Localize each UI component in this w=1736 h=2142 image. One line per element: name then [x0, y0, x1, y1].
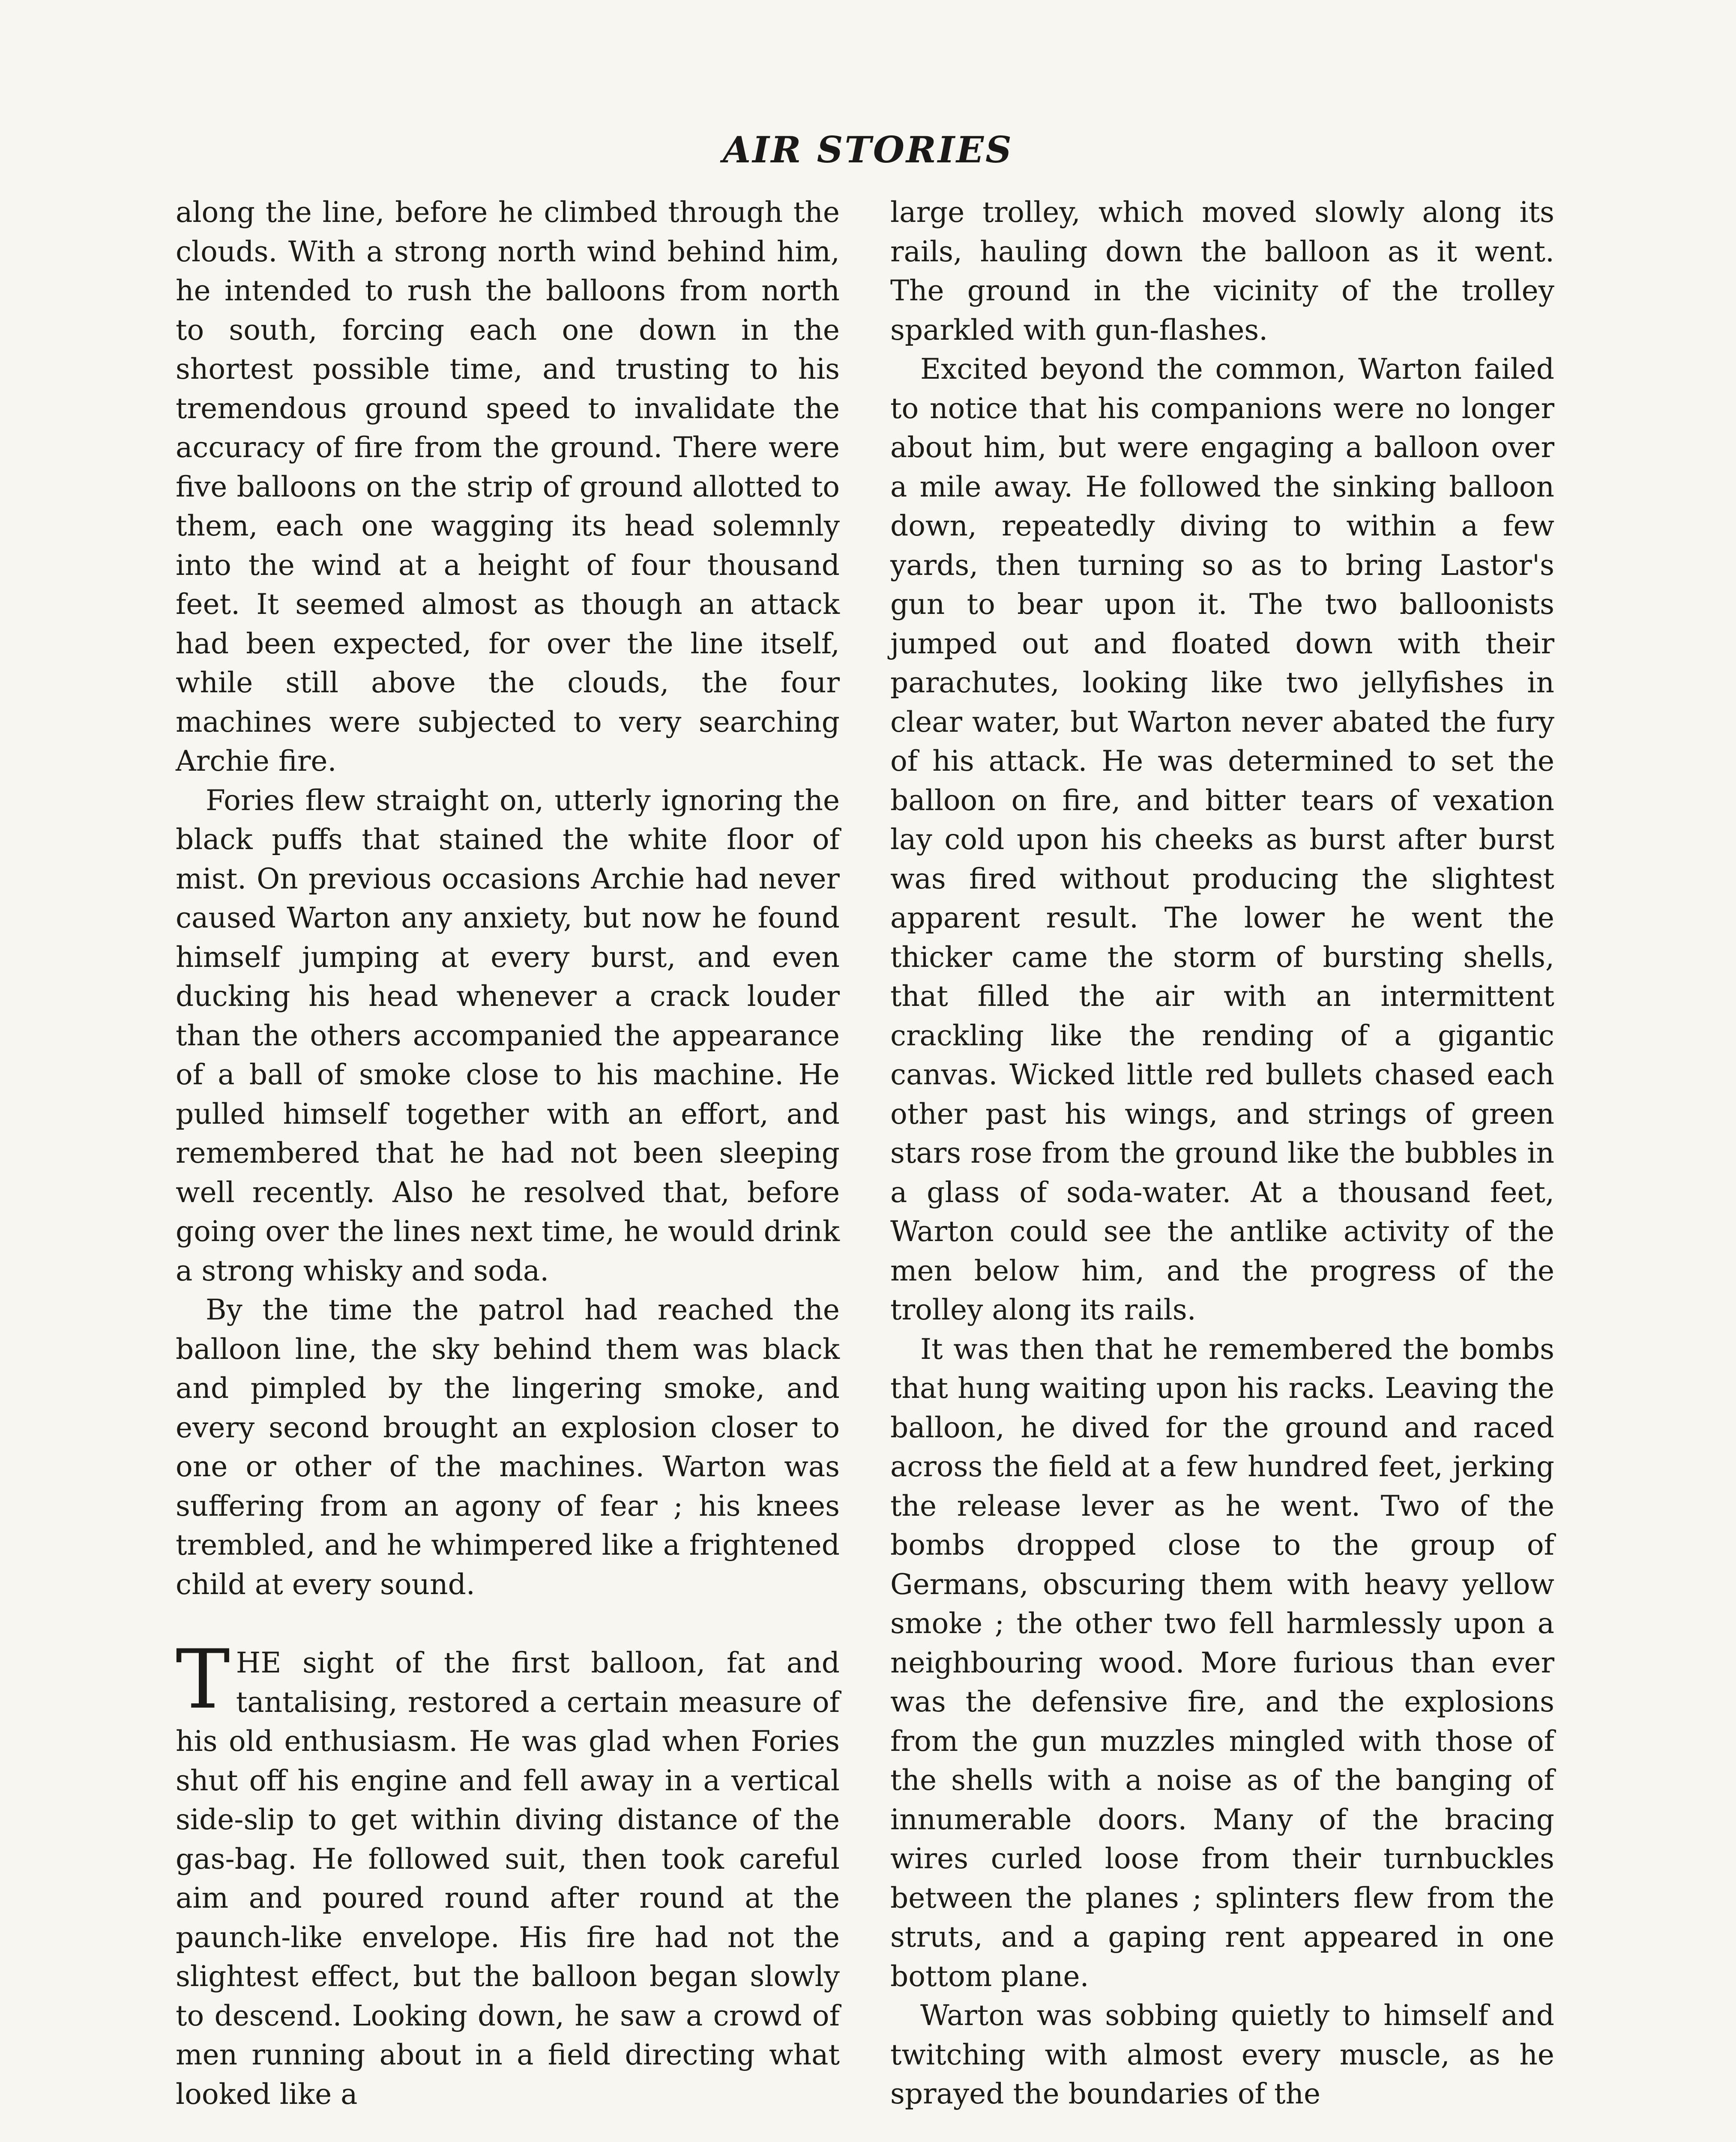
- paragraph: large trolley, which moved slowly along its rails, hauling down the balloon as it went. The ground in the vicinity of the trolley sparkled with gun-flashes.: [890, 196, 1554, 347]
- drop-cap: T: [176, 1632, 230, 1727]
- running-title: AIR STORIES: [723, 129, 1013, 171]
- paragraph-text: sight of the first balloon, fat and tantalising, restored a certain measure of his old enthusiasm. He was glad when Fories shut off his engine and fell away in a vertical side-slip to get within diving distance of the gas-bag. He followed suit, then took careful aim and poured round after round at the paunch-like envelope. His fire had not the slightest effect, but the balloon began slowly to descend. Looking down, he saw a crowd of men running about in a field directing what looked like a: [176, 1646, 840, 2111]
- paragraph: Excited beyond the common, Warton failed to notice that his companions were no longer about him, but were engaging a balloon over a mile away. He followed the sinking balloon down, repeatedly diving to within a few yards, then turning so as to bring Lastor's gun to bear upon it. The two balloonists jumped out and floated down with their parachutes, looking like two jellyfishes in clear water, but Warton never abated the fury of his attack. He was determined to set the balloon on fire, and bitter tears of vexation lay cold upon his cheeks as burst after burst was fired without producing the slightest apparent result. The lower he went the thicker came the storm of bursting shells, that filled the air with an intermittent crackling like the rending of a gigantic canvas. Wicked little red bullets chased each other past his wings, and strings of green stars rose from the ground like the bubbles in a glass of soda-water. At a thousand feet, Warton could see the antlike activity of the men below him, and the progress of the trolley along its rails.: [890, 353, 1554, 1326]
- paragraph: Fories flew straight on, utterly ignoring the black puffs that stained the white floor of mist. On previous occasions Archie had never caused Warton any anxiety, but now he found himself jumping at every burst, and even ducking his head whenever a crack louder than the others accompanied the appearance of a ball of smoke close to his machine. He pulled himself together with an effort, and remembered that he had not been sleeping well recently. Also he resolved that, before going over the lines next time, he would drink a strong whisky and soda.: [176, 784, 840, 1287]
- paragraph: along the line, before he climbed through the clouds. With a strong north wind behind him, he intended to rush the balloons from north to south, forcing each one down in the shortest possible time, and trusting to his tremendous ground speed to invalidate the accuracy of fire from the ground. There were five balloons on the strip of ground allotted to them, each one wagging its head solemnly into the wind at a height of four thousand feet. It seemed almost as though an attack had been expected, for over the line itself, while still above the clouds, the four machines were subjected to very searching Archie fire.: [176, 196, 840, 778]
- section-lead-paragraph: [176, 1632, 840, 2114]
- right-column: [890, 193, 1554, 2114]
- paragraph: By the time the patrol had reached the balloon line, the sky behind them was black and pimpled by the lingering smoke, and every second brought an explosion closer to one or other of the machines. Warton was suffering from an agony of fear ; his knees trembled, and he whimpered like a frightened child at every sound.: [176, 1293, 840, 1601]
- lead-in-caps: HE: [236, 1646, 281, 1679]
- paragraph: Warton was sobbing quietly to himself and twitching with almost every muscle, as he sprayed the boundaries of the: [890, 1999, 1554, 2110]
- paragraph: It was then that he remembered the bombs that hung waiting upon his racks. Leaving the balloon, he dived for the ground and raced across the field at a few hundred feet, jerking the release lever as he went. Two of the bombs dropped close to the group of Germans, obscuring them with heavy yellow smoke ; the other two fell harmlessly upon a neighbouring wood. More furious than ever was the defensive fire, and the explosions from the gun muzzles mingled with those of the shells with a noise as of the banging of innumerable doors. Many of the bracing wires curled loose from their turnbuckles between the planes ; splinters flew from the struts, and a gaping rent appeared in one bottom plane.: [890, 1332, 1554, 1993]
- left-column: [176, 193, 840, 2114]
